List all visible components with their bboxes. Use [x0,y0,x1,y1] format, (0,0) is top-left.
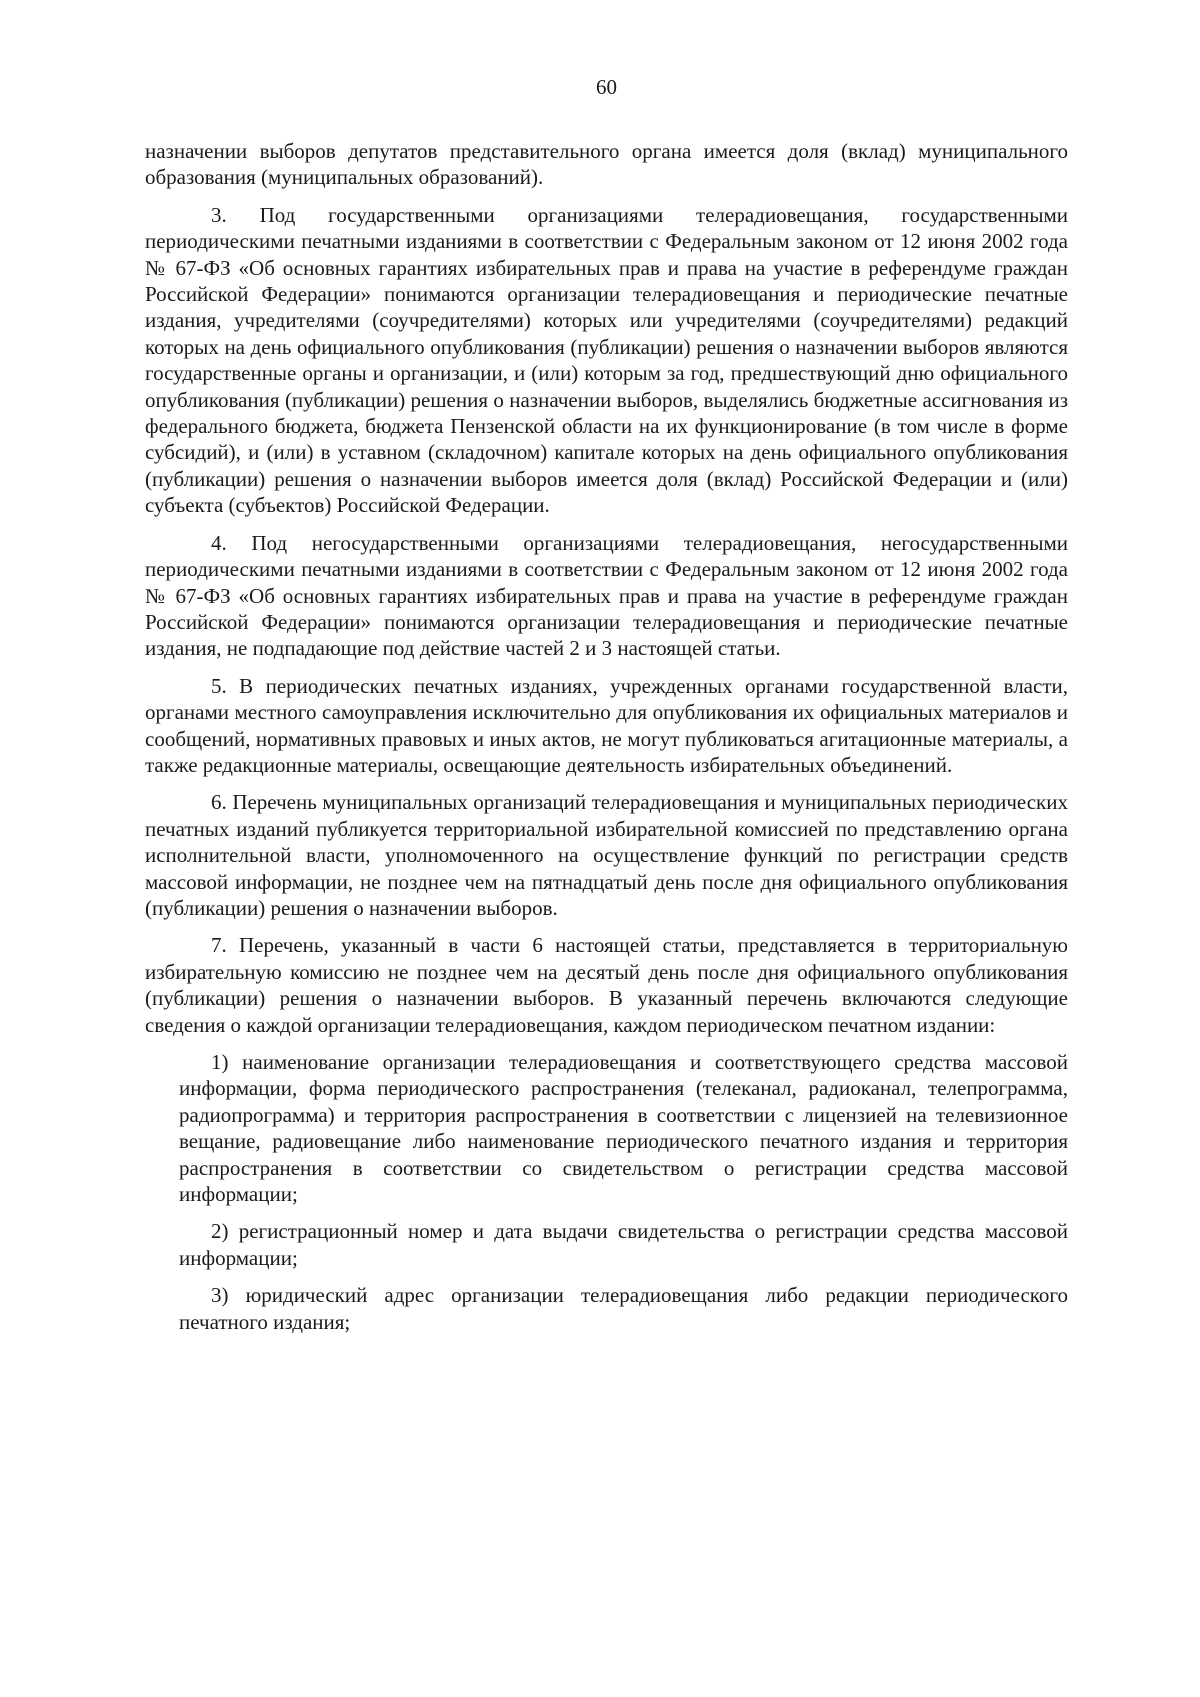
paragraph-6: 6. Перечень муниципальных организаций телерадиовещания и муниципальных периодических печатных изданий публикуется территориальной избирательной комиссией по представлению органа исполнительной власти, уполномоченного на осуществление функций по регистрации средств массовой информации, не позднее чем на пятнадцатый день после дня официального опубликования (публикации) решения о назначении выборов. [145,790,1068,920]
paragraph-continuation: назначении выборов депутатов представительного органа имеется доля (вклад) муниципального образования (муниципальных образований). [145,139,1068,190]
list-item-2: 2) регистрационный номер и дата выдачи свидетельства о регистрации средства массовой информации; [179,1219,1068,1270]
page-number: 60 [596,75,617,99]
document-body [145,138,1068,1335]
paragraph-5: 5. В периодических печатных изданиях, учрежденных органами государственной власти, органами местного самоуправления исключительно для опубликования их официальных материалов и сообщений, нормативных правовых и иных актов, не могут публиковаться агитационные материалы, а также редакционные материалы, освещающие деятельность избирательных объединений. [145,673,1068,777]
paragraph-7: 7. Перечень, указанный в части 6 настоящей статьи, представляется в территориальную избирательную комиссию не позднее чем на десятый день после дня официального опубликования (публикации) решения о назначении выборов. В указанный перечень включаются следующие сведения о каждой организации телерадиовещания, каждом периодическом печатном издании: [145,933,1068,1037]
paragraph-3: 3. Под государственными организациями телерадиовещания, государственными периодическими печатными изданиями в соответствии с Федеральным законом от 12 июня 2002 года № 67-ФЗ «Об основных гарантиях избирательных прав и права на участие в референдуме граждан Российской Федерации» понимаются организации телерадиовещания и периодические печатные издания, учредителями (соучредителями) которых или учредителями (соучредителями) редакций которых на день официального опубликования (публикации) решения о назначении выборов являются государственные органы и организации, и (или) которым за год, предшествующий дню официального опубликования (публикации) решения о назначении выборов, выделялись бюджетные ассигнования из федерального бюджета, бюджета Пензенской области на их функционирование (в том числе в форме субсидий), и (или) в уставном (складочном) капитале которых на день официального опубликования (публикации) решения о назначении выборов имеется доля (вклад) Российской Федерации и (или) субъекта (субъектов) Российской Федерации. [145,202,1068,518]
list-item-3: 3) юридический адрес организации телерадиовещания либо редакции периодического печатного издания; [179,1283,1068,1334]
paragraph-4: 4. Под негосударственными организациями телерадиовещания, негосударственными периодическими печатными изданиями в соответствии с Федеральным законом от 12 июня 2002 года № 67-ФЗ «Об основных гарантиях избирательных прав и права на участие в референдуме граждан Российской Федерации» понимаются организации телерадиовещания и периодические печатные издания, не подпадающие под действие частей 2 и 3 настоящей статьи. [145,530,1068,661]
list-item-1: 1) наименование организации телерадиовещания и соответствующего средства массовой информации, форма периодического распространения (телеканал, радиоканал, телепрограмма, радиопрограмма) и территория распространения в соответствии с лицензией на телевизионное вещание, радиовещание либо наименование периодического печатного издания и территория распространения в соответствии со свидетельством о регистрации средства массовой информации; [179,1050,1068,1207]
